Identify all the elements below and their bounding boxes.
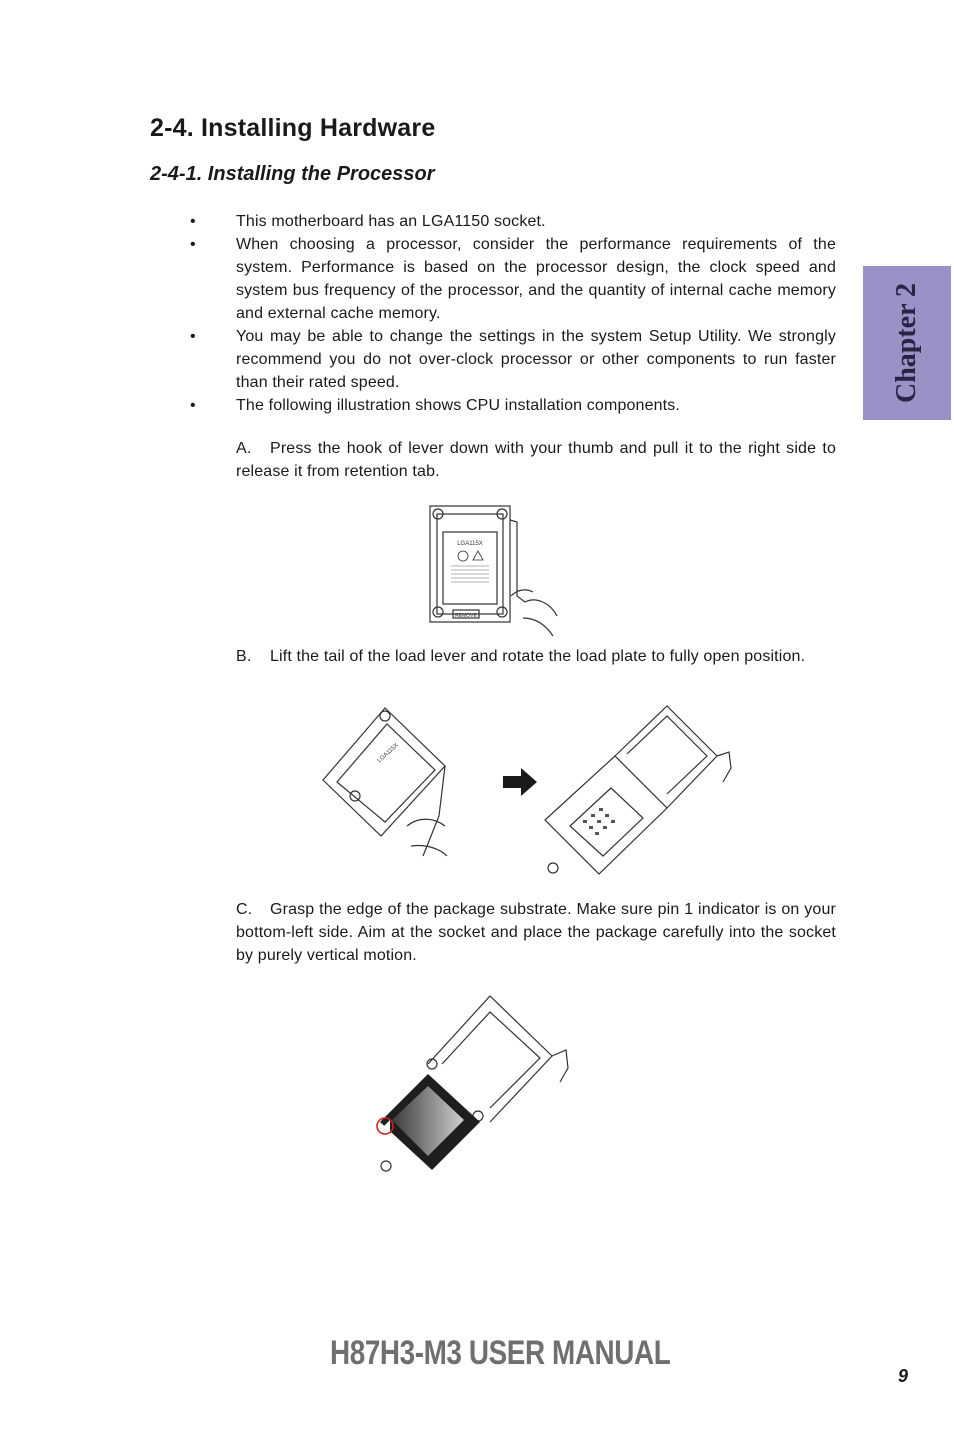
- step-label: B.: [236, 648, 252, 665]
- bullet-item: • The following illustration shows CPU installation components.: [190, 394, 836, 417]
- warning-icon: [458, 551, 483, 561]
- socket-label-b: LGA115X: [376, 742, 400, 765]
- subsection-title: 2-4-1. Installing the Processor: [150, 163, 435, 185]
- section-title: 2-4. Installing Hardware: [150, 114, 436, 142]
- cover-remove-label: REMOVE: [455, 613, 477, 619]
- chapter-tab-label: Chapter 2: [891, 282, 922, 404]
- step-b: [236, 645, 836, 668]
- step-c: [236, 898, 836, 967]
- socket-pins: [583, 808, 615, 835]
- bullet-item: • When choosing a processor, consider the performance requirements of the system. Performance is based on the processor design, the clock speed and system bus frequency of the processor, and the quantity of internal cache memory and external cache memory.: [190, 233, 836, 325]
- bullet-item: • This motherboard has an LGA1150 socket.: [190, 210, 836, 233]
- bullet-list: [190, 210, 836, 417]
- step-text: Press the hook of lever down with your thumb and pull it to the right side to release it from retention tab.: [236, 440, 836, 480]
- step-label: C.: [236, 901, 253, 918]
- socket-illustration-a: [425, 500, 570, 642]
- bullet-dot-icon: •: [190, 328, 196, 345]
- arrow-right-icon: [503, 768, 537, 796]
- chapter-tab: [863, 266, 951, 420]
- bullet-dot-icon: •: [190, 397, 196, 414]
- bullet-dot-icon: •: [190, 236, 196, 253]
- step-label: A.: [236, 440, 252, 457]
- step-a: [236, 437, 836, 483]
- page-number: 9: [898, 1366, 909, 1386]
- manual-title: H87H3-M3 USER MANUAL: [330, 1334, 671, 1372]
- step-text: Lift the tail of the load lever and rotate the load plate to fully open position.: [270, 648, 806, 665]
- bullet-item: • You may be able to change the settings in the system Setup Utility. We strongly recommend you do not over-clock processor or other components to run faster than their rated speed.: [190, 325, 836, 394]
- bullet-dot-icon: •: [190, 213, 196, 230]
- socket-illustration-b: [315, 698, 745, 890]
- socket-label-a: LGA115X: [457, 541, 483, 547]
- socket-illustration-c: [370, 990, 580, 1185]
- step-text: Grasp the edge of the package substrate. Make sure pin 1 indicator is on your bottom-left side. Aim at the socket and place the package carefully into the socket by purely vertical motion.: [236, 901, 836, 964]
